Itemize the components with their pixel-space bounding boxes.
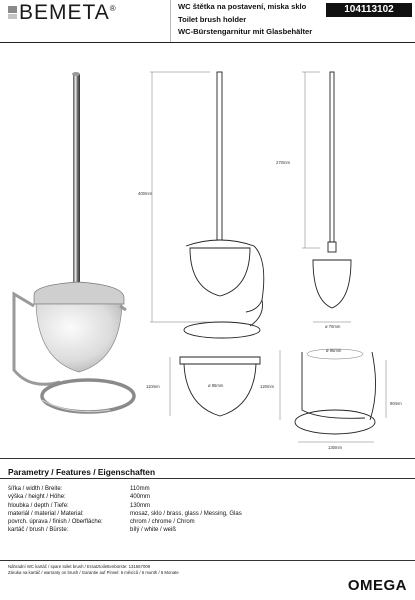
title-de: WC-Bürstengarnitur mit Glasbehälter	[178, 27, 313, 36]
header-rule	[0, 42, 415, 43]
title-en: Toilet brush holder	[178, 14, 247, 24]
product-code: 104113102	[326, 3, 412, 17]
technical-drawings	[138, 60, 415, 455]
chrome-base-ring	[42, 380, 134, 412]
section-rule-top	[0, 458, 415, 459]
spec-row: kartáč / brush / Bürste: bílý / white / weiß	[8, 527, 177, 534]
note-warranty: Záruka na kartáč / warranty on brush / Garantie auf Pinsel: 6 měsíců / 6 month / 6 Monate	[8, 569, 179, 575]
logo-mark-dark	[8, 6, 17, 13]
dim-height-total: 400mm	[138, 191, 152, 196]
dim-brush-length: 270mm	[276, 160, 290, 165]
notes	[8, 564, 179, 575]
title-cz: WC štětka na postavení, miska sklo	[178, 2, 307, 11]
dim-holder-height: 120mm	[260, 384, 274, 389]
dim-width: 130mm	[328, 445, 342, 450]
dim-side-height: 90mm	[390, 401, 402, 406]
brush-view	[276, 72, 351, 329]
holder-view	[260, 348, 402, 450]
spec-row: materiál / material / Material: mosaz, sklo / brass, glass / Messing, Glas	[8, 510, 242, 517]
series-name: OMEGA	[347, 577, 407, 594]
params-title: Parametry / Features / Eigenschaften	[8, 467, 156, 477]
logo-mark-light	[8, 14, 17, 19]
spec-row: povrch. úprava / finish / Oberfläche: chrom / chrome / Chrom	[8, 519, 195, 526]
glass-lid	[34, 282, 124, 304]
front-view	[138, 72, 264, 338]
bowl-view	[146, 357, 260, 416]
section-rule-mid	[0, 478, 415, 479]
header-divider	[170, 0, 171, 42]
brush-handle	[73, 74, 80, 290]
product-titles	[178, 1, 312, 39]
brand-logo: BEMETA®	[19, 1, 117, 24]
glass-bowl	[36, 304, 122, 372]
dim-ring-diameter: ø 95mm	[326, 348, 342, 353]
section-rule-notes	[0, 560, 415, 561]
note-spare-brush: Náhradní WC kartáč / spare toilet brush / Ersatztoilettenbürste: 131567009	[8, 564, 151, 569]
product-photo	[0, 60, 150, 440]
spec-row: hloubka / depth / Tiefe: 130mm	[8, 502, 151, 509]
dim-bowl-height: 110mm	[146, 384, 160, 389]
spec-row: výška / height / Höhe: 400mm	[8, 494, 151, 501]
dim-brush-diameter: ø 70mm	[325, 324, 341, 329]
spec-row: šířka / width / Breite: 110mm	[8, 486, 150, 492]
dim-bowl-diameter: ø 85mm	[208, 383, 224, 388]
spec-table	[8, 485, 242, 535]
